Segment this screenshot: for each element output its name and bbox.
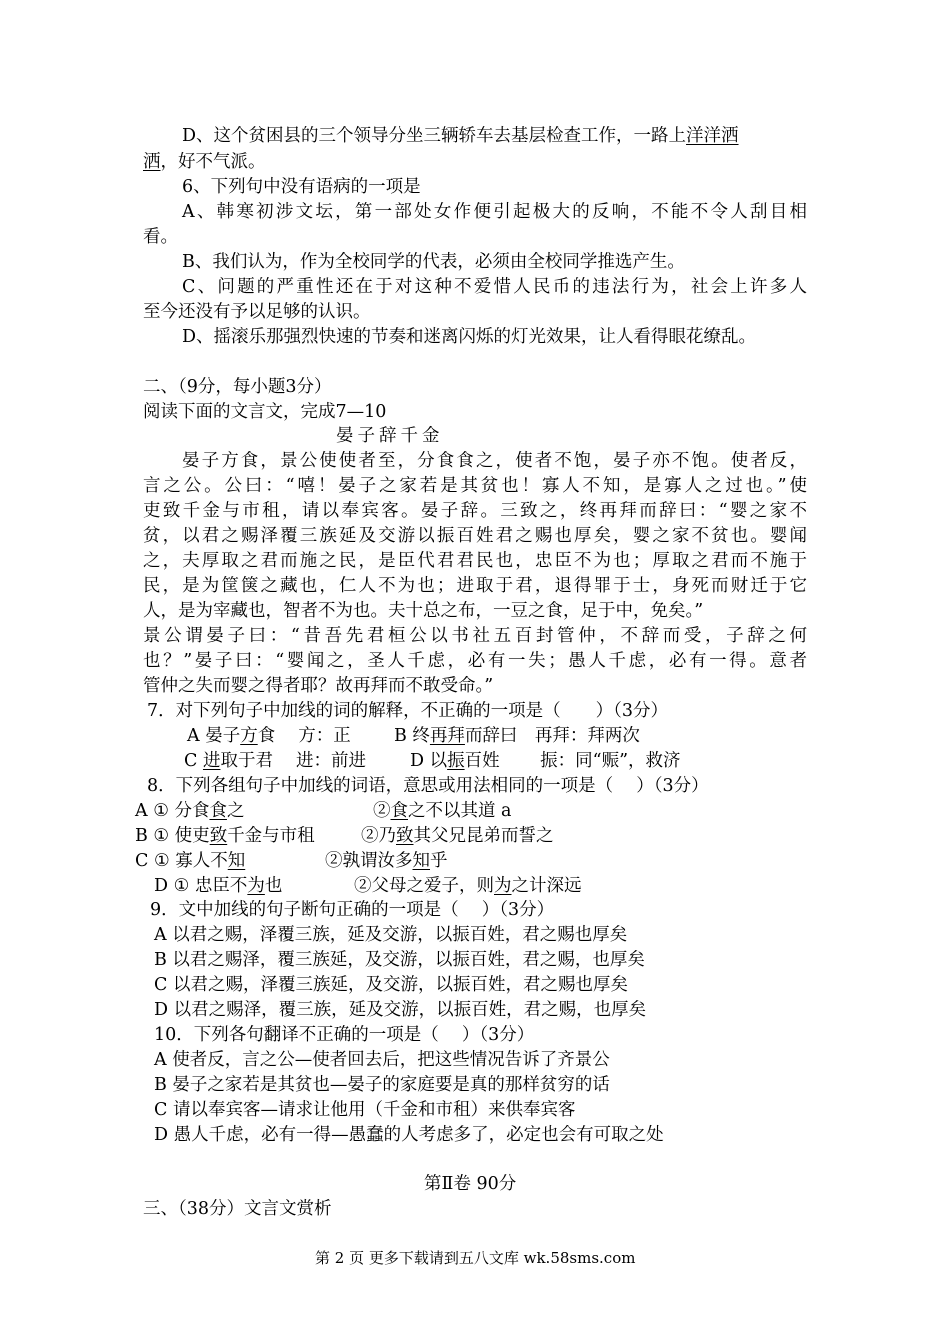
underlined-word: 致	[396, 826, 414, 846]
passage-title: 晏子辞千金	[336, 426, 444, 446]
q9-option-b: B 以君之赐泽，覆三族延，及交游，以振百姓，君之赐，也厚矣	[154, 950, 645, 970]
underlined-word: 知	[412, 851, 430, 871]
passage-line: 人，是为宰藏也，智者不为也。夫十总之布，一豆之食，足于中，免矣。”	[143, 601, 704, 621]
passage-line: 民，是为筐箧之藏也，仁人不为也；进取于君，退得罪于士，身死而财迁于它	[143, 576, 807, 596]
q6-option-a-line2: 看。	[143, 227, 178, 247]
q8-option-b-1: B ① 使吏致千金与市租	[135, 826, 315, 846]
q6-option-c-line1: C、问题的严重性还在于对这种不爱惜人民币的违法行为，社会上许多人	[182, 277, 807, 297]
q8-option-d-1: D ① 忠臣不为也	[154, 876, 283, 896]
underlined-word: 振	[447, 751, 465, 771]
underlined-word: 知	[227, 851, 246, 871]
q8-option-a-2: ②食之不以其道 a	[373, 801, 512, 821]
q7-option-a: A 晏子方食 方：正	[187, 726, 351, 746]
q9-option-a: A 以君之赐，泽覆三族，延及交游，以振百姓，君之赐也厚矣	[154, 925, 628, 945]
underlined-phrase: 洒	[143, 152, 161, 172]
q6-option-d: D、摇滚乐那强烈快速的节奏和迷离闪烁的灯光效果，让人看得眼花缭乱。	[182, 327, 757, 347]
q6-option-c-line2: 至今还没有予以足够的认识。	[143, 302, 371, 322]
q9-option-c: C 以君之赐，泽覆三族延，及交游，以振百姓，君之赐也厚矣	[154, 975, 628, 995]
q8-option-c-2: ②孰谓汝多知乎	[325, 851, 448, 871]
underlined-word: 再拜	[429, 726, 465, 746]
q8-option-c-1: C ① 寡人不知	[135, 851, 246, 871]
q7-option-d: D 以振百姓 振：同“赈”，救济	[410, 751, 681, 771]
q10-option-d: D 愚人千虑，必有一得—愚蠢的人考虑多了，必定也会有可取之处	[154, 1125, 664, 1145]
q10-option-c: C 请以奉宾客—请求让他用（千金和市租）来供奉宾客	[154, 1100, 576, 1120]
q8-stem: 8．下列各组句子中加线的词语，意思或用法相同的一项是（ ）（3分）	[147, 776, 709, 796]
q9-stem: 9．文中加线的句子断句正确的一项是（ ）（3分）	[150, 900, 555, 920]
q7-option-b: B 终再拜而辞曰 再拜：拜两次	[394, 726, 640, 746]
q9-option-d: D 以君之赐泽，覆三族，延及交游，以振百姓，君之赐，也厚矣	[154, 1000, 647, 1020]
passage-line: 吏致千金与市租，请以奉宾客。晏子辞。三致之，终再拜而辞曰：“婴之家不	[143, 501, 807, 521]
q8-option-a-1: A ① 分食食之	[135, 801, 245, 821]
underlined-word: 方	[240, 726, 258, 746]
underlined-word: 致	[209, 826, 228, 846]
underlined-word: 为	[494, 876, 512, 896]
q7-option-c: C 进取于君 进：前进	[184, 751, 367, 771]
passage-line: 之，夫厚取之君而施之民，是臣代君君民也，忠臣不为也；厚取之君而不施于	[143, 551, 807, 571]
q6-option-a-line1: A、韩寒初涉文坛，第一部处女作便引起极大的反响，不能不令人刮目相	[182, 202, 807, 222]
passage-line: 景公谓晏子曰：“昔吾先君桓公以书社五百封管仲，不辞而受，子辞之何	[143, 626, 807, 646]
q6-option-b: B、我们认为，作为全校同学的代表，必须由全校同学推选产生。	[182, 252, 685, 272]
q5-option-d-line2: 洒，好不气派。	[143, 152, 266, 172]
q10-option-a: A 使者反，言之公—使者回去后，把这些情况告诉了齐景公	[154, 1050, 610, 1070]
q7-stem: 7．对下列句子中加线的词的解释，不正确的一项是（ ）（3分）	[147, 701, 669, 721]
underlined-word: 食	[209, 801, 227, 821]
underlined-word: 进	[202, 751, 221, 771]
passage-line: 贫，以君之赐泽覆三族延及交游以振百姓君之赐也厚矣，婴之家不贫也。婴闻	[143, 526, 807, 546]
passage-line: 晏子方食，景公使使者至，分食食之，使者不饱，晏子亦不饱。使者反，	[182, 451, 807, 471]
underlined-phrase: 洋洋洒	[686, 126, 739, 146]
q8-option-b-2: ②乃致其父兄昆弟而誓之	[361, 826, 554, 846]
underlined-word: 为	[247, 876, 265, 896]
passage-line: 管仲之失而婴之得者耶？故再拜而不敢受命。”	[143, 676, 494, 696]
q8-option-d-2: ②父母之爱子，则为之计深远	[354, 876, 582, 896]
section2-header: 二、（9分，每小题3分）	[143, 377, 332, 397]
section3-header: 三、（38分）文言文赏析	[143, 1199, 332, 1219]
underlined-word: 食	[390, 801, 408, 821]
q6-stem: 6、下列句中没有语病的一项是	[182, 177, 421, 197]
page-footer: 第 2 页 更多下载请到五八文库 wk.58sms.com	[315, 1249, 636, 1267]
part2-title: 第Ⅱ卷 90分	[424, 1174, 517, 1194]
q5-option-d-line1: D、这个贫困县的三个领导分坐三辆轿车去基层检查工作，一路上洋洋洒	[182, 126, 739, 146]
q10-stem: 10．下列各句翻译不正确的一项是（ ）（3分）	[154, 1025, 535, 1045]
passage-line: 也？”晏子曰：“婴闻之，圣人千虑，必有一失；愚人千虑，必有一得。意者	[143, 651, 807, 671]
passage-line: 言之公。公曰：“嘻！晏子之家若是其贫也！寡人不知，是寡人之过也。”使	[143, 476, 807, 496]
q10-option-b: B 晏子之家若是其贫也—晏子的家庭要是真的那样贫穷的话	[154, 1075, 610, 1095]
section2-instruction: 阅读下面的文言文，完成7—10	[143, 402, 387, 422]
